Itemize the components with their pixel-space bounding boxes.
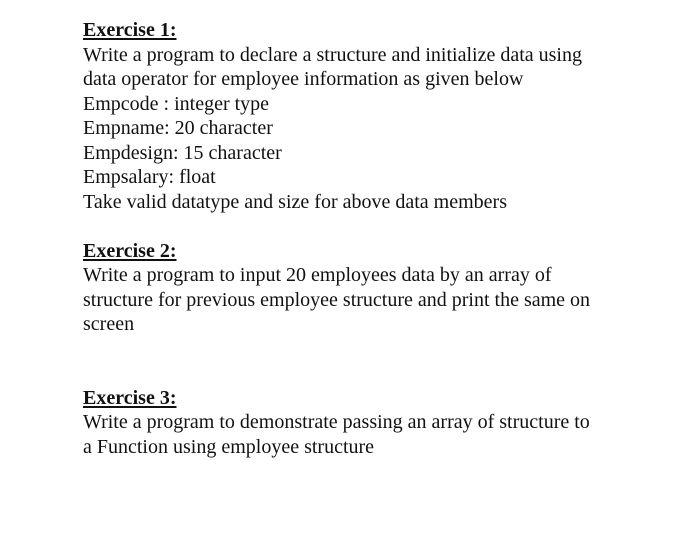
exercise-2-line-3: screen bbox=[83, 313, 135, 335]
exercise-3 bbox=[83, 386, 683, 460]
exercise-1-line-4: Empname: 20 character bbox=[83, 117, 273, 139]
exercise-3-line-1: Write a program to demonstrate passing an array of structure to bbox=[83, 411, 590, 433]
exercise-1-heading: Exercise 1: bbox=[83, 19, 177, 41]
exercise-1-line-5: Empdesign: 15 character bbox=[83, 141, 282, 164]
exercise-1-line-3: Empcode : integer type bbox=[83, 92, 270, 115]
exercise-2-line-2: structure for previous employee structure and print the same on bbox=[83, 288, 591, 311]
exercise-1 bbox=[83, 18, 683, 214]
exercise-2 bbox=[83, 239, 683, 337]
exercise-2-heading: Exercise 2: bbox=[83, 239, 177, 262]
exercise-1-line-1: Write a program to declare a structure and initialize data using bbox=[83, 43, 582, 66]
section-spacer bbox=[83, 337, 683, 386]
exercise-3-heading: Exercise 3: bbox=[83, 386, 177, 409]
section-spacer bbox=[83, 214, 683, 239]
exercise-1-line-6: Empsalary: float bbox=[83, 166, 216, 188]
exercise-3-line-2: a Function using employee structure bbox=[83, 435, 375, 458]
document-body bbox=[83, 18, 683, 459]
exercise-2-line-1: Write a program to input 20 employees data by an array of bbox=[83, 264, 552, 286]
exercise-1-line-2: data operator for employee information as given below bbox=[83, 68, 524, 90]
exercise-1-line-7: Take valid datatype and size for above data members bbox=[83, 190, 507, 213]
